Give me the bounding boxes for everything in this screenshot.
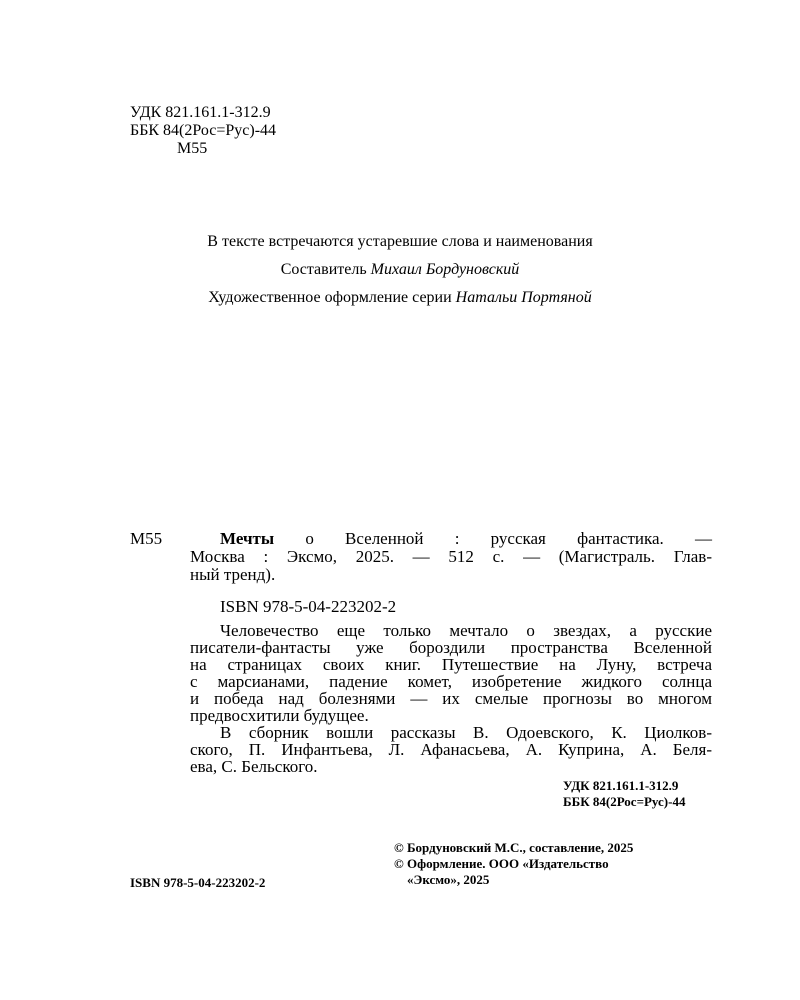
design-label: Художественное оформление серии bbox=[208, 289, 452, 306]
isbn-bottom: ISBN 978-5-04-223202-2 bbox=[130, 875, 266, 890]
copyright-compiler: © Бордуновский М.С., составление, 2025 bbox=[394, 840, 634, 855]
entry-isbn: ISBN 978-5-04-223202-2 bbox=[220, 597, 397, 616]
bbk-code: ББК 84(2Рос=Рус)-44 bbox=[130, 122, 277, 139]
copyright-block bbox=[394, 840, 633, 888]
classification-repeat bbox=[563, 778, 685, 810]
author-sign: М55 bbox=[177, 140, 208, 157]
compiler-label: Составитель bbox=[280, 261, 367, 278]
classification-block bbox=[130, 104, 276, 158]
compiler-line bbox=[0, 261, 800, 279]
annotation-line: писатели-фантасты уже бороздили пространства Вселенной bbox=[190, 638, 712, 657]
compiler-name: Михаил Бордуновский bbox=[370, 261, 520, 278]
bbk-code-repeat: ББК 84(2Рос=Рус)-44 bbox=[563, 794, 686, 809]
design-name: Натальи Портяной bbox=[455, 289, 592, 306]
entry-title-rest: о Вселенной : русская фантастика. — bbox=[305, 529, 712, 548]
annotation-line: на страницах своих книг. Путешествие на Луну, встреча bbox=[190, 655, 712, 674]
entry-title: Мечты bbox=[220, 529, 275, 548]
copyright-design: © Оформление. ООО «Издательство bbox=[394, 856, 609, 871]
udk-code-repeat: УДК 821.161.1-312.9 bbox=[563, 778, 679, 793]
obsolete-words-note: В тексте встречаются устаревшие слова и наименования bbox=[207, 233, 593, 250]
annotation-line: ского, П. Инфантьева, Л. Афанасьева, А. Куприна, А. Беля- bbox=[190, 740, 712, 759]
annotation-line: и победа над болезнями — их смелые прогнозы во многом bbox=[190, 689, 712, 708]
entry-line-3: ный тренд). bbox=[190, 565, 276, 584]
annotation-line: В сборник вошли рассказы В. Одоевского, К. Циолков- bbox=[220, 723, 712, 742]
annotation-line: Человечество еще только мечтало о звездах, а русские bbox=[220, 621, 712, 640]
annotation-line: ева, С. Бельского. bbox=[190, 757, 318, 776]
entry-line-1 bbox=[190, 530, 712, 548]
entry-line-2: Москва : Эксмо, 2025. — 512 с. — (Магистраль. Глав- bbox=[190, 547, 712, 566]
annotation bbox=[190, 622, 712, 775]
entry-sign: М55 bbox=[130, 529, 163, 548]
annotation-line: предвосхитили будущее. bbox=[190, 706, 369, 725]
udk-code: УДК 821.161.1-312.9 bbox=[130, 104, 271, 121]
annotation-line: с марсианами, падение комет, изобретение жидкого солнца bbox=[190, 672, 712, 691]
bibliographic-entry bbox=[190, 530, 712, 584]
copyright-publisher: «Эксмо», 2025 bbox=[407, 872, 490, 887]
design-line bbox=[0, 289, 800, 307]
